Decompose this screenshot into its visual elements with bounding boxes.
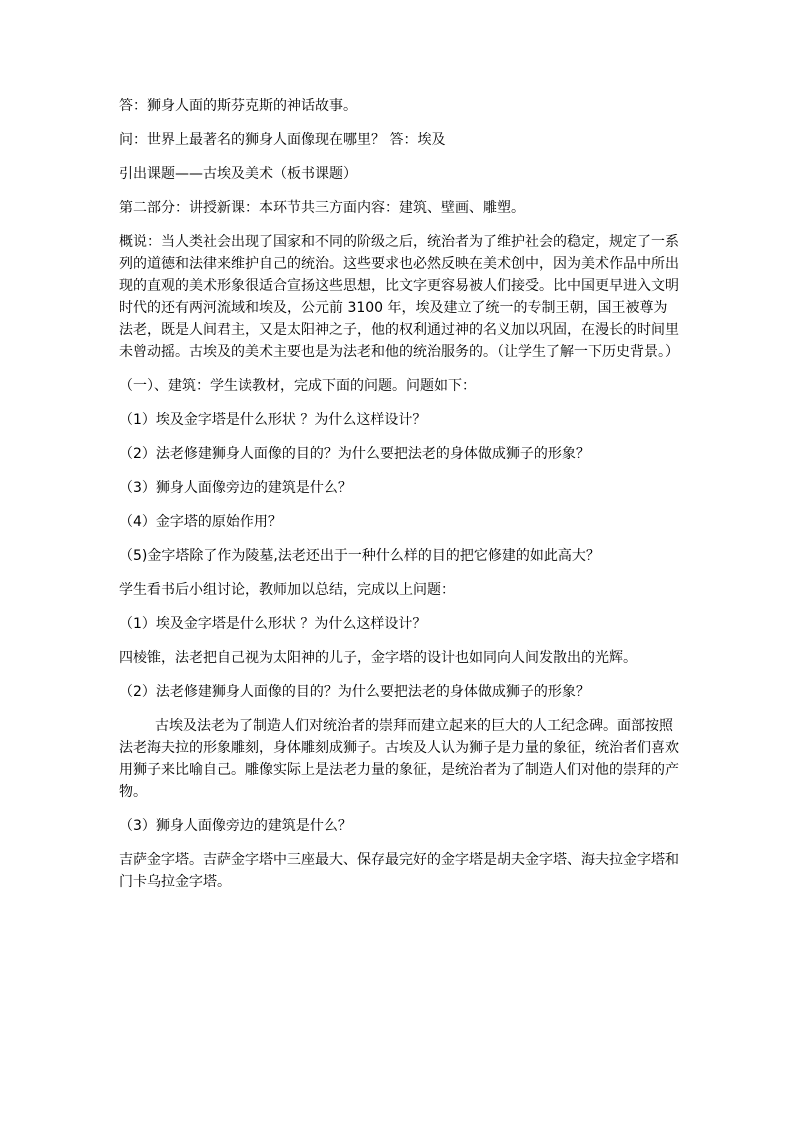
question-3: （3）狮身人面像旁边的建筑是什么？ — [119, 480, 352, 496]
overview-paragraph: 概说：当人类社会出现了国家和不同的阶级之后，统治者为了维护社会的稳定，规定了一系列的道德和法律来维护自己的统治。这些要求也必然反映在美术创中，因为美术作品中所出现的直观的美术形象很适合宣扬这些思想，比文字更容易被人们接受。比中国更早进入文明时代的还有两河流域和埃及，公元前 3100 年，埃及建立了统一的专制王朝，国王被尊为法老，既是人间君主，又是太阳神之子，他的权利通过神的名义加以巩固，在漫长的时间里未曾动摇。古埃及的美术主要也是为法老和他的统治服务的。（让学生了解一下历史背景。） — [119, 234, 679, 360]
answer-sphinx-myth: 答：狮身人面的斯芬克斯的神话故事。 — [119, 98, 357, 114]
answer-question-3-text: 吉萨金字塔。吉萨金字塔中三座最大、保存最完好的金字塔是胡夫金字塔、海夫拉金字塔和门卡乌拉金字塔。 — [119, 852, 679, 890]
question-2: （2）法老修建狮身人面像的目的？为什么要把法老的身体做成狮子的形象？ — [119, 446, 590, 462]
answer-question-3-heading: （3）狮身人面像旁边的建筑是什么？ — [119, 818, 352, 834]
lesson-topic: 引出课题——古埃及美术（板书课题） — [119, 166, 357, 182]
answer-question-2-heading: （2）法老修建狮身人面像的目的？为什么要把法老的身体做成狮子的形象？ — [119, 684, 590, 700]
question-4: （4）金字塔的原始作用？ — [119, 514, 282, 530]
discussion-instruction: 学生看书后小组讨论，教师加以总结，完成以上问题： — [119, 582, 455, 598]
question-1: （1）埃及金字塔是什么形状 ？为什么这样设计？ — [119, 412, 427, 428]
answer-question-1-text: 四棱锥，法老把自己视为太阳神的儿子，金字塔的设计也如同向人间发散出的光辉。 — [119, 650, 637, 666]
section-architecture-heading: （一）、建筑：学生读教材，完成下面的问题。问题如下： — [119, 378, 476, 394]
document-page — [119, 95, 679, 905]
answer-question-1-heading: （1）埃及金字塔是什么形状 ？为什么这样设计？ — [119, 616, 427, 632]
question-5: （5)金字塔除了作为陵墓,法老还出于一种什么样的目的把它修建的如此高大？ — [119, 548, 600, 564]
question-sphinx-location: 问：世界上最著名的狮身人面像现在哪里？ 答：埃及 — [119, 132, 446, 148]
answer-question-2-text: 古埃及法老为了制造人们对统治者的崇拜而建立起来的巨大的人工纪念碑。面部按照法老海夫拉的形象雕刻，身体雕刻成狮子。古埃及人认为狮子是力量的象征，统治者们喜欢用狮子来比喻自己。雕像实际上是法老力量的象征，是统治者为了制造人们对他的崇拜的产物。 — [119, 718, 679, 800]
part-two-heading: 第二部分：讲授新课：本环节共三方面内容：建筑、壁画、雕塑。 — [119, 200, 525, 216]
